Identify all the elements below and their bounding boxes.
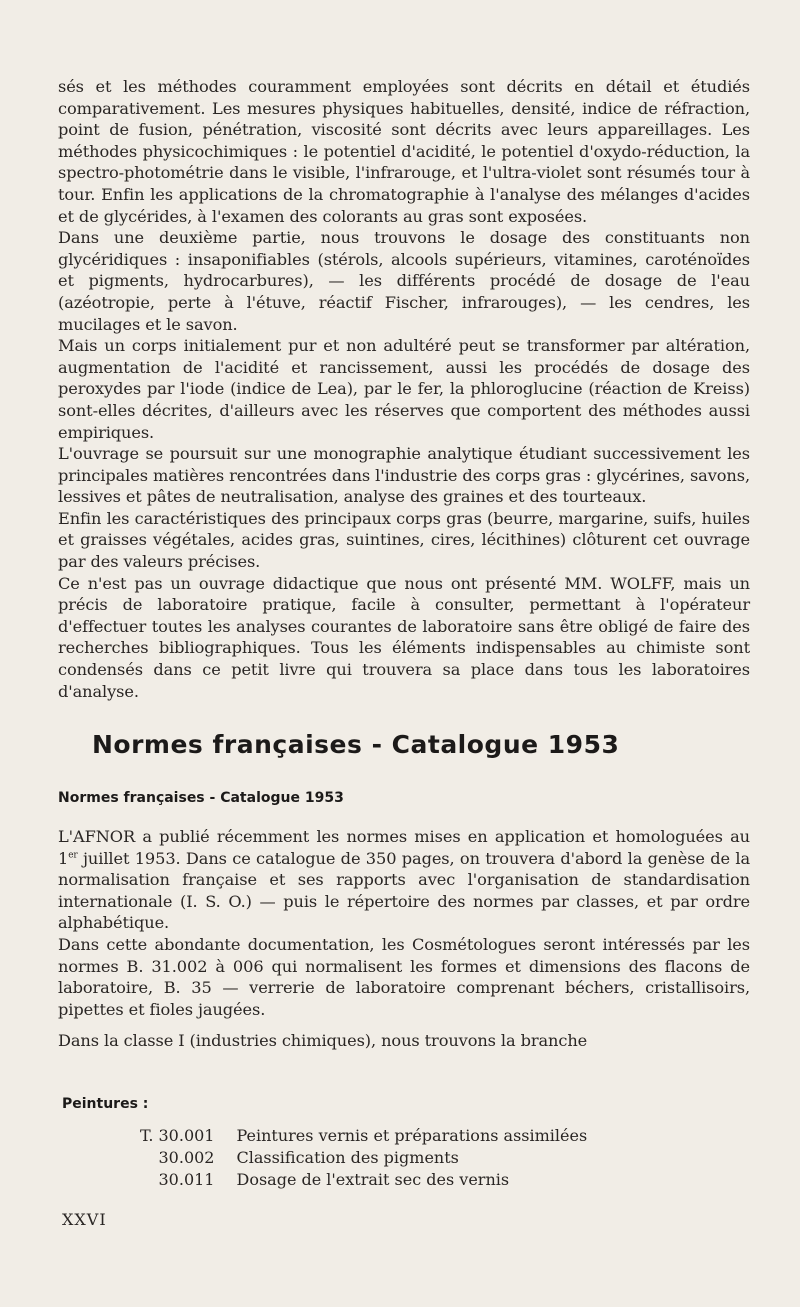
review-paragraph-2: Dans une deuxième partie, nous trouvons le dosage des constituants non glycéridiques : insaponifiables (stérols, alcools supérieurs, vitamines, caroténoïdes et pigments, hydrocarbures), — les différents procédé de dosage de l'eau (azéotropie, perte à l'étuve, réactif Fischer, infrarouges), — les cendres, les mucilages et le savon.	[58, 228, 750, 334]
review-paragraph-3: Mais un corps initialement pur et non adultéré peut se transformer par altération, augmentation de l'acidité et rancissement, aussi les procédés de dosage des peroxydes par l'iode (indice de Lea), par le fer, la phloroglucine (réaction de Kreiss) sont-elles décrites, d'ailleurs avec les réserves que comportent des méthodes aussi empiriques.	[58, 336, 750, 442]
norm-code: T. 30.001	[140, 1126, 215, 1145]
afnor-paragraph-3: Dans la classe I (industries chimiques), nous trouvons la branche	[58, 1031, 588, 1051]
review-paragraph-1: sés et les méthodes couramment employées sont décrits en détail et étudiés comparativement. Les mesures physiques habituelles, densité, indice de réfraction, point de fusion, pénétration, viscosité sont décrits avec leurs appareillages. Les méthodes physicochimiques : le potentiel d'acidité, le potentiel d'oxydo-réduction, la spectro-photométrie dans le visible, l'infrarouge, et l'ultra-violet sont résumés tour à tour. Enfin les applications de la chromatographie à l'analyse des mélanges d'acides et de glycérides, à l'examen des colorants au gras sont exposées.	[58, 77, 750, 226]
review-text	[58, 76, 750, 702]
review-paragraph-6: Ce n'est pas un ouvrage didactique que nous ont présenté MM. WOLFF, mais un précis de laboratoire pratique, facile à consulter, permettant à l'opérateur d'effectuer toutes les analyses courantes de laboratoire sans être obligé de faire des recherches bibliographiques. Tous les éléments indispensables au chimiste sont condensés dans ce petit livre qui trouvera sa place dans tous les laboratoires d'analyse.	[58, 573, 750, 701]
section-subtitle: Normes françaises - Catalogue 1953	[58, 790, 344, 806]
afnor-text	[58, 826, 750, 1052]
afnor-paragraph-1: L'AFNOR a publié récemment les normes mises en application et homologuées au 1er juillet 1953. Dans ce catalogue de 350 pages, on trouvera d'abord la genèse de la normalisation française et ses rapports avec l'organisation de standardisation internationale (I. S. O.) — puis le répertoire des normes par classes, et par ordre alphabétique.	[58, 827, 750, 933]
norm-label: Peintures vernis et préparations assimilées	[236, 1126, 588, 1145]
norms-list	[140, 1125, 587, 1191]
peintures-heading: Peintures :	[62, 1096, 149, 1112]
norm-row	[140, 1169, 587, 1191]
norm-label: Classification des pigments	[236, 1148, 459, 1167]
afnor-paragraph-2: Dans cette abondante documentation, les Cosmétologues seront intéressés par les normes B. 31.002 à 006 qui normalisent les formes et dimensions des flacons de laboratoire, B. 35 — verrerie de laboratoire comprenant béchers, cristallisoirs, pipettes et fioles jaugées.	[58, 934, 750, 1019]
review-paragraph-5: Enfin les caractéristiques des principaux corps gras (beurre, margarine, suifs, huiles et graisses végétales, acides gras, suintines, cires, lécithines) clôturent cet ouvrage par des valeurs précises.	[58, 508, 750, 572]
norm-label: Dosage de l'extrait sec des vernis	[236, 1170, 510, 1189]
review-paragraph-4: L'ouvrage se poursuit sur une monographie analytique étudiant successivement les principales matières rencontrées dans l'industrie des corps gras : glycérines, savons, lessives et pâtes de neutralisation, analyse des graines et des tourteaux.	[58, 444, 750, 507]
norm-row	[140, 1125, 587, 1147]
norm-row	[140, 1147, 587, 1169]
norm-code: 30.011	[158, 1170, 215, 1189]
norm-code: 30.002	[158, 1148, 215, 1167]
section-title: Normes françaises - Catalogue 1953	[92, 730, 620, 759]
page-number: XXVI	[62, 1210, 107, 1229]
